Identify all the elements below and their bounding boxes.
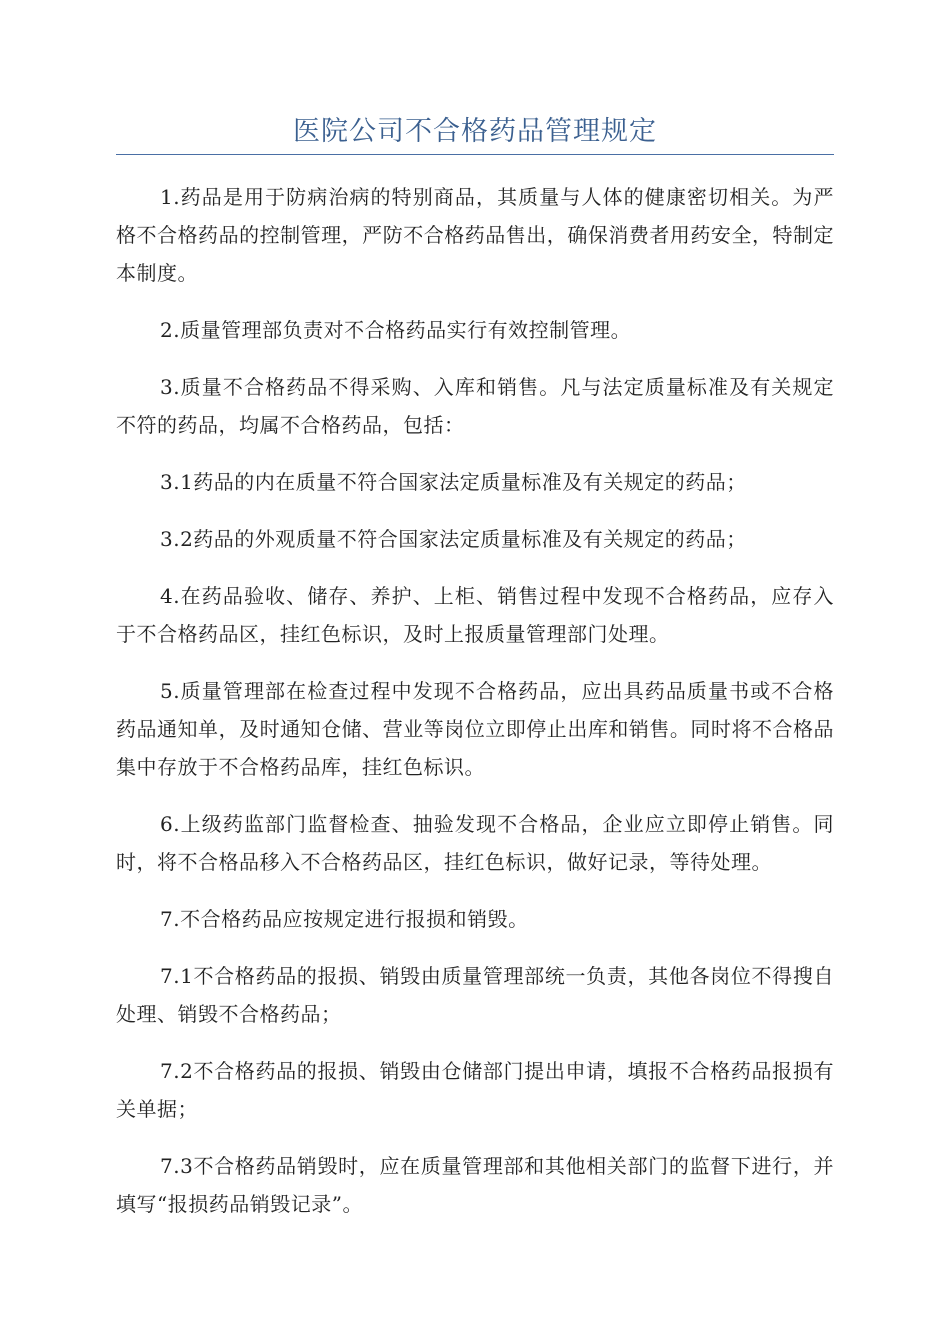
paragraph-6: 6.上级药监部门监督检查、抽验发现不合格品，企业应立即停止销售。同时，将不合格品移入不合格药品区，挂红色标识，做好记录，等待处理。 xyxy=(116,812,834,874)
paragraph-2: 2.质量管理部负责对不合格药品实行有效控制管理。 xyxy=(160,318,632,342)
paragraph-1: 1.药品是用于防病治病的特别商品，其质量与人体的健康密切相关。为严格不合格药品的控制管理，严防不合格药品售出，确保消费者用药安全，特制定本制度。 xyxy=(116,185,834,285)
paragraph-7: 7.不合格药品应按规定进行报损和销毁。 xyxy=(160,907,529,931)
paragraph-5: 5.质量管理部在检查过程中发现不合格药品，应出具药品质量书或不合格药品通知单，及时通知仓储、营业等岗位立即停止出库和销售。同时将不合格品集中存放于不合格药品库，挂红色标识。 xyxy=(116,679,834,779)
paragraph-7-1: 7.1不合格药品的报损、销毁由质量管理部统一负责，其他各岗位不得搜自处理、销毁不合格药品； xyxy=(116,964,834,1026)
paragraph-7-2: 7.2不合格药品的报损、销毁由仓储部门提出申请，填报不合格药品报损有关单据； xyxy=(116,1059,834,1121)
paragraph-4: 4.在药品验收、储存、养护、上柜、销售过程中发现不合格药品，应存入于不合格药品区，挂红色标识，及时上报质量管理部门处理。 xyxy=(116,584,834,646)
document-title: 医院公司不合格药品管理规定 xyxy=(293,116,657,147)
paragraph-3: 3.质量不合格药品不得采购、入库和销售。凡与法定质量标准及有关规定不符的药品，均属不合格药品，包括： xyxy=(116,375,834,437)
document-body xyxy=(116,178,834,1242)
title-underline xyxy=(116,154,834,155)
paragraph-3-1: 3.1药品的内在质量不符合国家法定质量标准及有关规定的药品； xyxy=(160,470,747,494)
paragraph-3-2: 3.2药品的外观质量不符合国家法定质量标准及有关规定的药品； xyxy=(160,527,747,551)
paragraph-7-3: 7.3不合格药品销毁时，应在质量管理部和其他相关部门的监督下进行，并填写“报损药品销毁记录”。 xyxy=(116,1154,834,1216)
